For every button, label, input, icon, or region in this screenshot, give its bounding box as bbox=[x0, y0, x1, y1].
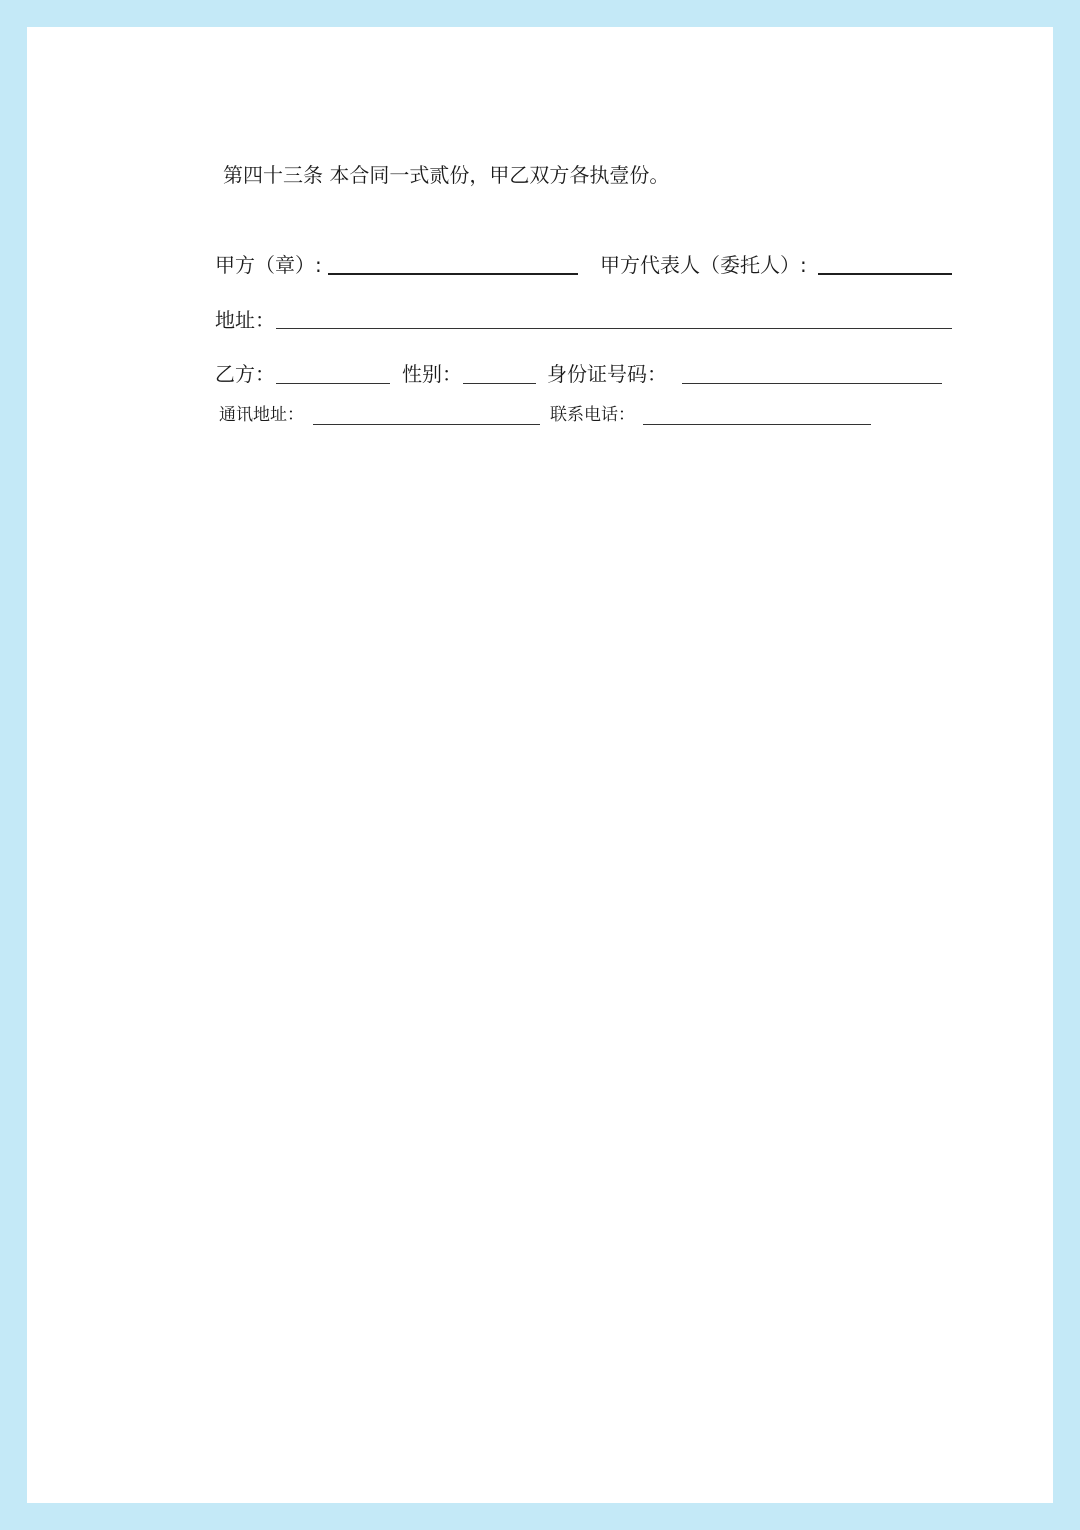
party-b-mail-address-label: 通讯地址： bbox=[219, 405, 304, 425]
clause-text: 第四十三条 本合同一式贰份，甲乙双方各执壹份。 bbox=[223, 163, 670, 187]
party-b-name-field[interactable] bbox=[276, 383, 390, 384]
party-b-phone-field[interactable] bbox=[643, 424, 871, 425]
party-b-id-field[interactable] bbox=[682, 383, 942, 384]
party-a-address-label: 地址： bbox=[215, 308, 275, 332]
party-a-seal-label: 甲方（章）: bbox=[215, 253, 322, 277]
party-b-gender-label: 性别： bbox=[402, 362, 462, 386]
party-b-id-label: 身份证号码： bbox=[547, 362, 667, 386]
party-a-representative-field[interactable] bbox=[818, 273, 952, 275]
party-a-representative-label: 甲方代表人（委托人）: bbox=[600, 253, 807, 277]
party-b-name-label: 乙方： bbox=[215, 362, 275, 386]
party-a-seal-field[interactable] bbox=[328, 273, 578, 275]
document-page bbox=[27, 27, 1053, 1503]
party-b-mail-address-field[interactable] bbox=[313, 424, 540, 425]
party-b-gender-field[interactable] bbox=[463, 383, 536, 384]
party-a-address-field[interactable] bbox=[276, 328, 952, 329]
party-b-phone-label: 联系电话： bbox=[550, 405, 635, 425]
